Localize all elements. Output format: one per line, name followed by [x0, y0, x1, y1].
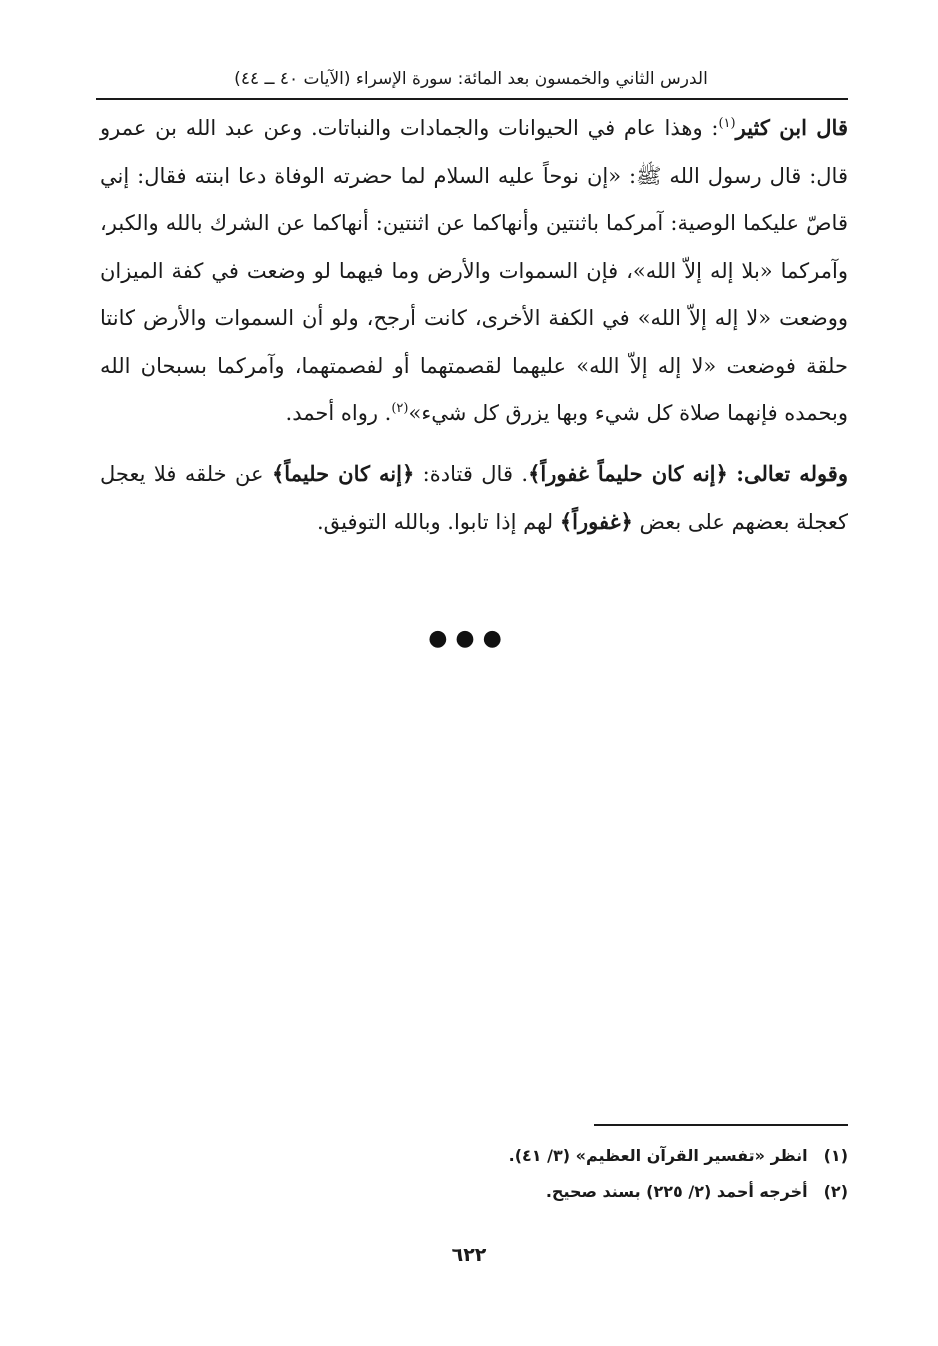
closing-text: لهم إذا تابوا. وبالله التوفيق.	[316, 510, 560, 534]
running-header: الدرس الثاني والخمسون بعد المائة: سورة الإسراء (الآيات ٤٠ ــ ٤٤)	[234, 69, 708, 89]
footnote-ref-2: (٢)	[391, 401, 409, 416]
footnote-number: (١)	[823, 1146, 848, 1165]
footnote-number: (٢)	[823, 1182, 848, 1201]
footnote-text: أخرجه أحمد (٢/ ٢٢٥) بسند صحيح.	[545, 1182, 808, 1201]
lead-verse: وقوله تعالى:	[736, 460, 848, 486]
paragraph-ibn-kathir	[100, 104, 848, 438]
quran-verse-2: ﴿إنه كان حليماً﴾	[271, 460, 415, 486]
lead-ibn-kathir: قال ابن كثير	[735, 115, 848, 140]
quran-verse-3: ﴿غفوراً﴾	[559, 509, 633, 534]
footnote-2	[200, 1174, 848, 1210]
footnote-ref-1: (١)	[718, 116, 736, 131]
page-number: ٦٢٢	[451, 1244, 487, 1266]
qatada-text: عن خلقه فلا يعجل كعجلة بعضهم على بعض	[100, 461, 848, 534]
footnotes	[200, 1138, 848, 1210]
body-text	[100, 104, 848, 547]
section-divider-dots: ●●●	[428, 626, 510, 651]
qatada-intro: . قال قتادة:	[422, 461, 529, 486]
narration-note: . رواه أحمد.	[285, 401, 392, 425]
footnote-1	[200, 1138, 848, 1174]
quran-verse-1: ﴿إنه كان حليماً غفوراً﴾	[528, 460, 728, 486]
footnote-text: انظر «تفسير القرآن العظيم» (٣/ ٤١).	[508, 1146, 808, 1165]
paragraph-verse	[100, 450, 848, 547]
header-rule	[96, 98, 848, 100]
hadith-text: : وهذا عام في الحيوانات والجمادات والنباتات. وعن عبد الله بن عمرو قال: قال رسول الله ﷺ: «إن نوحاً عليه السلام لما حضرته الوفاة دعا ابنته فقال: إني قاصّ عليكما الوصية: آمركما باثنتين وأنهاكما عن اثنتين: أنهاكما عن الشرك بالله والكبر، وآمركما «بلا إله إلاّ الله»، فإن السموات والأرض وما فيهما لو وضعت في كفة الميزان ووضعت «لا إله إلاّ الله» في الكفة الأخرى، كانت أرجح، ولو أن السموات والأرض كانتا حلقة فوضعت «لا إله إلاّ الله» عليهما لقصمتهما أو لفصمتهما، وآمركما بسبحان الله وبحمده فإنهما صلاة كل شيء وبها يزرق كل شيء»	[100, 116, 848, 425]
footnote-rule	[594, 1124, 848, 1126]
